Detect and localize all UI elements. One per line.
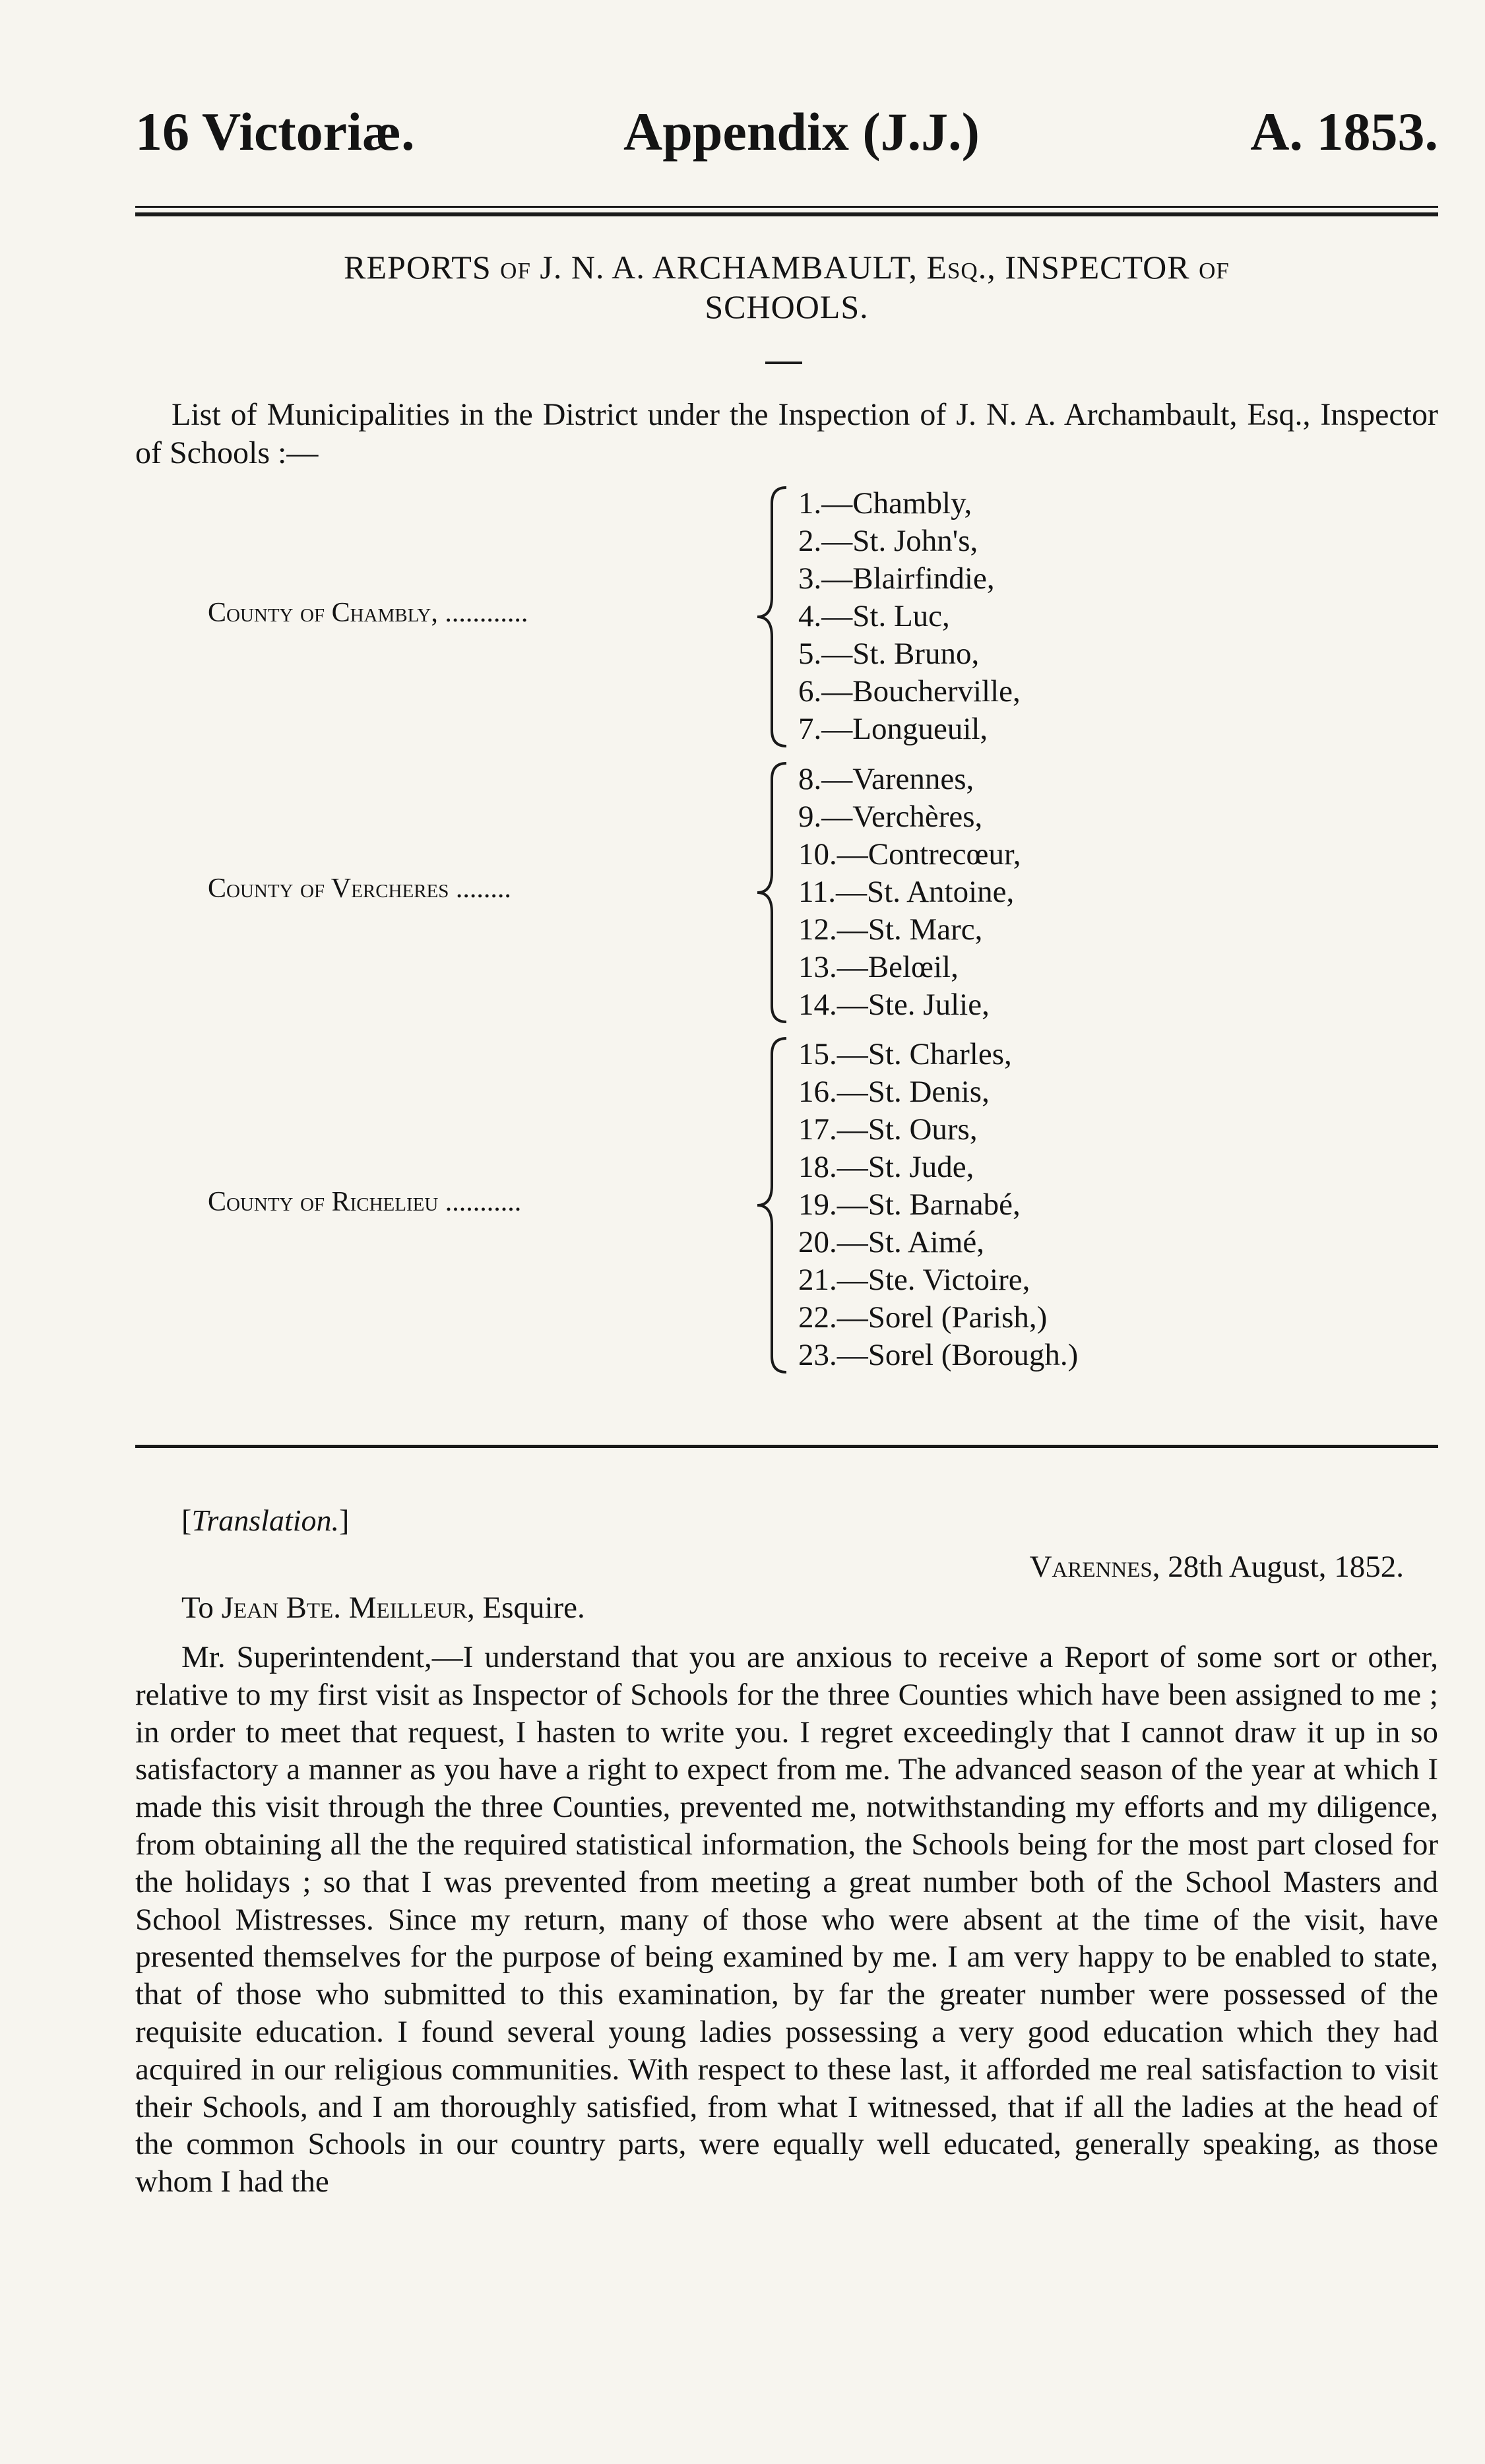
list-item: 4.—St. Luc, <box>798 599 950 633</box>
county-chambly <box>135 485 1438 749</box>
list-item: 12.—St. Marc, <box>798 912 983 947</box>
list-item: 22.—Sorel (Parish,) <box>798 1300 1048 1335</box>
translation-close-bracket: ] <box>339 1503 350 1537</box>
list-item: 7.—Longueuil, <box>798 712 988 746</box>
list-item: 11.—St. Antoine, <box>798 875 1015 909</box>
letter-body <box>135 1639 1438 2201</box>
list-item: 8.—Varennes, <box>798 762 974 796</box>
salutation-suffix: Esquire. <box>482 1591 585 1625</box>
list-item: 17.—St. Ours, <box>798 1112 978 1147</box>
salutation-to: To <box>181 1591 214 1625</box>
list-item: 13.—Belœil, <box>798 950 959 984</box>
list-item: 18.—St. Jude, <box>798 1150 974 1184</box>
header-session: 16 Victoriæ. <box>135 102 415 162</box>
title-of-2: of <box>1199 249 1230 286</box>
list-item: 3.—Blairfindie, <box>798 561 995 596</box>
list-item: 16.—St. Denis, <box>798 1075 990 1109</box>
brace-icon <box>752 485 792 749</box>
county-label: County of Vercheres ........ <box>208 873 511 904</box>
header-rule-thin <box>135 206 1438 208</box>
municipality-list <box>798 761 1021 1024</box>
list-item: 6.—Boucherville, <box>798 674 1021 709</box>
list-item: 1.—Chambly, <box>798 486 972 521</box>
translation-open-bracket: [ <box>181 1503 192 1537</box>
intro-text: List of Municipalities in the District under the Inspection of J. N. A. Archambault, Esq., Inspector of Schools :— <box>135 397 1438 470</box>
county-label: County of Chambly, ............ <box>208 598 528 628</box>
title-name: J. N. A. ARCHAMBAULT, <box>540 249 918 286</box>
body-paragraph: Mr. Superintendent,—I understand that you are anxious to receive a Report of some sort or other, relative to my first visit as Inspector of Schools for the three Counties which have been assigned to me ; in order to meet that request, I hasten to write you. I regret exceedingly that I cannot draw it up in so satisfactory a manner as you have a right to expect from me. The advanced season of the year at which I made this visit through the three Counties, prevented me, notwithstanding my efforts and my diligence, from obtaining all the the required statistical information, the Schools being for the most part closed for the holidays ; so that I was prevented from meeting a great number both of the School Masters and School Mistresses. Since my return, many of those who were absent at the time of the visit, have presented themselves for the purpose of being examined by me. I am very happy to be enabled to state, that of those who submitted to this examination, by far the greater number were possessed of the requisite education. I found several young ladies possessing a very good education which they had acquired in our religious communities. With respect to these last, it afforded me real satisfaction to visit their Schools, and I am thoroughly satisfied, from what I witnessed, that if all the ladies at the head of the common Schools in our country parts, were equally well educated, generally speaking, as those whom I had the <box>135 1640 1438 2199</box>
list-item: 10.—Contrecœur, <box>798 837 1021 871</box>
intro-paragraph <box>135 396 1438 472</box>
report-title <box>135 247 1438 327</box>
list-item: 19.—St. Barnabé, <box>798 1187 1021 1222</box>
title-esq: Esq., <box>926 249 996 286</box>
list-item: 9.—Verchères, <box>798 800 983 834</box>
header-rule-thick <box>135 212 1438 216</box>
title-inspector: INSPECTOR <box>1005 249 1190 286</box>
salutation-name: Jean Bte. Meilleur, <box>221 1591 475 1625</box>
list-item: 23.—Sorel (Borough.) <box>798 1338 1079 1372</box>
page-header <box>135 99 1438 172</box>
header-year: A. 1853. <box>1250 102 1438 162</box>
dateline-place: Varennes, <box>1029 1550 1160 1584</box>
title-dash <box>765 362 802 364</box>
list-item: 5.—St. Bruno, <box>798 637 980 671</box>
brace-icon <box>752 1036 792 1375</box>
list-item: 2.—St. John's, <box>798 524 978 558</box>
list-item: 21.—Ste. Victoire, <box>798 1263 1030 1297</box>
list-item: 15.—St. Charles, <box>798 1037 1012 1071</box>
letter-dateline <box>1030 1549 1404 1585</box>
list-item: 14.—Ste. Julie, <box>798 988 990 1022</box>
county-richelieu <box>135 1036 1438 1375</box>
section-rule <box>135 1445 1438 1448</box>
brace-icon <box>752 761 792 1025</box>
title-of: of <box>500 249 531 286</box>
municipality-list <box>798 485 1021 748</box>
list-item: 20.—St. Aimé, <box>798 1225 985 1259</box>
municipality-list <box>798 1036 1078 1374</box>
county-vercheres <box>135 761 1438 1025</box>
title-schools: SCHOOLS. <box>705 288 869 325</box>
translation-note <box>181 1503 349 1538</box>
title-reports: REPORTS <box>344 249 491 286</box>
dateline-date: 28th August, 1852. <box>1168 1550 1404 1584</box>
header-appendix: Appendix (J.J.) <box>623 102 980 162</box>
translation-word: Translation. <box>191 1503 340 1537</box>
letter-salutation <box>181 1590 585 1626</box>
county-label: County of Richelieu ........... <box>208 1187 522 1217</box>
